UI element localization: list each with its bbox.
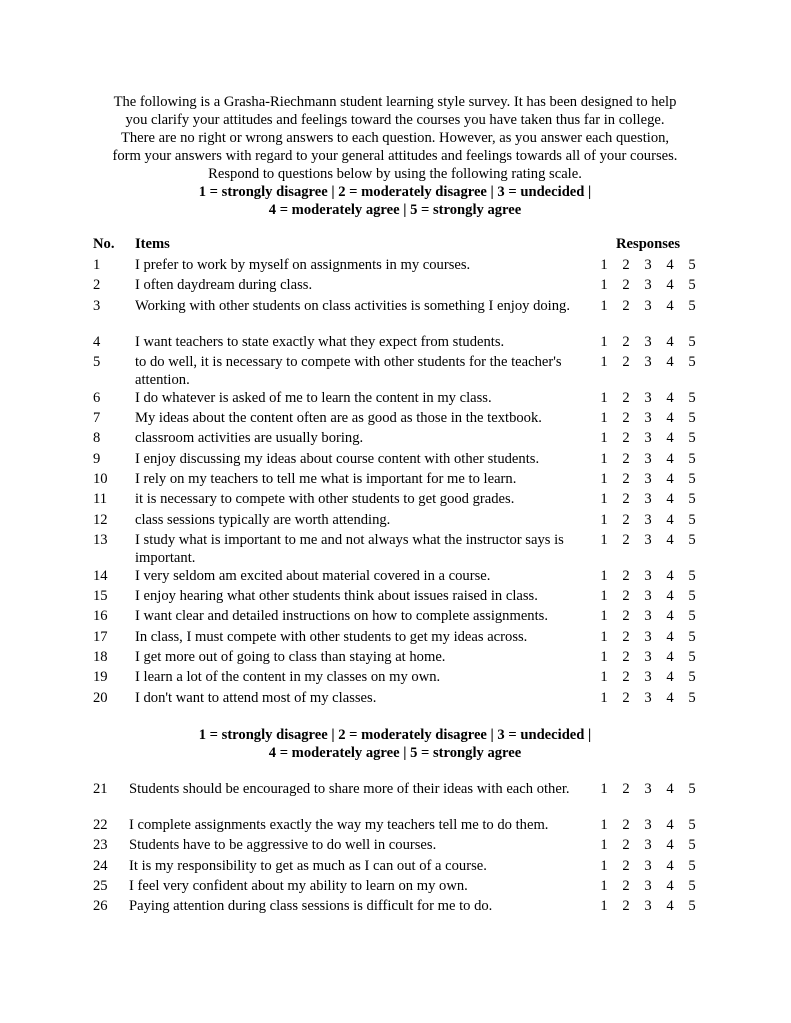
response-option-5[interactable]: 5 bbox=[688, 451, 696, 467]
response-option-4[interactable]: 4 bbox=[666, 781, 674, 797]
response-option-4[interactable]: 4 bbox=[666, 532, 674, 548]
item-text: I feel very confident about my ability to learn on my own. bbox=[129, 878, 468, 894]
response-option-2[interactable]: 2 bbox=[622, 390, 630, 406]
item-text: Paying attention during class sessions is difficult for me to do. bbox=[129, 898, 493, 914]
response-option-1[interactable]: 1 bbox=[600, 334, 608, 350]
response-option-2[interactable]: 2 bbox=[622, 354, 630, 370]
response-option-5[interactable]: 5 bbox=[688, 298, 696, 314]
response-option-2[interactable]: 2 bbox=[622, 837, 630, 853]
item-text: I rely on my teachers to tell me what is important for me to learn. bbox=[135, 471, 517, 487]
response-option-3[interactable]: 3 bbox=[644, 298, 652, 314]
response-option-5[interactable]: 5 bbox=[688, 410, 696, 426]
response-option-4[interactable]: 4 bbox=[666, 837, 674, 853]
response-option-2[interactable]: 2 bbox=[622, 334, 630, 350]
item-number: 2 bbox=[93, 277, 101, 293]
response-option-4[interactable]: 4 bbox=[666, 858, 674, 874]
intro-line: The following is a Grasha-Riechmann student learning style survey. It has been designed to help bbox=[113, 94, 677, 110]
response-option-4[interactable]: 4 bbox=[666, 629, 674, 645]
response-option-3[interactable]: 3 bbox=[644, 649, 652, 665]
response-option-5[interactable]: 5 bbox=[688, 878, 696, 894]
response-option-4[interactable]: 4 bbox=[666, 608, 674, 624]
response-option-1[interactable]: 1 bbox=[600, 491, 608, 507]
response-option-1[interactable]: 1 bbox=[600, 690, 608, 706]
response-option-2[interactable]: 2 bbox=[622, 410, 630, 426]
item-number: 19 bbox=[93, 669, 108, 685]
item-number: 26 bbox=[93, 898, 108, 914]
response-option-3[interactable]: 3 bbox=[644, 257, 652, 273]
response-option-1[interactable]: 1 bbox=[600, 781, 608, 797]
response-option-2[interactable]: 2 bbox=[622, 781, 630, 797]
rating-scale-line-1: 1 = strongly disagree | 2 = moderately disagree | 3 = undecided | bbox=[198, 184, 592, 200]
response-option-1[interactable]: 1 bbox=[600, 410, 608, 426]
response-option-4[interactable]: 4 bbox=[666, 410, 674, 426]
item-number: 10 bbox=[93, 471, 108, 487]
response-option-1[interactable]: 1 bbox=[600, 858, 608, 874]
response-option-5[interactable]: 5 bbox=[688, 629, 696, 645]
item-number: 20 bbox=[93, 690, 108, 706]
response-option-5[interactable]: 5 bbox=[688, 588, 696, 604]
response-option-5[interactable]: 5 bbox=[688, 568, 696, 584]
item-text: It is my responsibility to get as much as I can out of a course. bbox=[129, 858, 487, 874]
response-option-4[interactable]: 4 bbox=[666, 649, 674, 665]
response-option-2[interactable]: 2 bbox=[622, 608, 630, 624]
response-option-4[interactable]: 4 bbox=[666, 354, 674, 370]
response-option-2[interactable]: 2 bbox=[622, 878, 630, 894]
item-number: 15 bbox=[93, 588, 108, 604]
response-option-4[interactable]: 4 bbox=[666, 588, 674, 604]
intro-line: Respond to questions below by using the following rating scale. bbox=[208, 166, 582, 182]
response-option-1[interactable]: 1 bbox=[600, 532, 608, 548]
response-option-4[interactable]: 4 bbox=[666, 491, 674, 507]
response-option-3[interactable]: 3 bbox=[644, 608, 652, 624]
response-option-2[interactable]: 2 bbox=[622, 649, 630, 665]
response-option-5[interactable]: 5 bbox=[688, 532, 696, 548]
response-option-2[interactable]: 2 bbox=[622, 858, 630, 874]
column-header-items: Items bbox=[135, 236, 170, 252]
response-option-5[interactable]: 5 bbox=[688, 334, 696, 350]
response-option-4[interactable]: 4 bbox=[666, 471, 674, 487]
response-option-3[interactable]: 3 bbox=[644, 629, 652, 645]
response-option-2[interactable]: 2 bbox=[622, 512, 630, 528]
item-number: 6 bbox=[93, 390, 101, 406]
item-number: 5 bbox=[93, 354, 101, 370]
response-option-4[interactable]: 4 bbox=[666, 277, 674, 293]
response-option-2[interactable]: 2 bbox=[622, 298, 630, 314]
response-option-5[interactable]: 5 bbox=[688, 430, 696, 446]
column-header-no: No. bbox=[93, 236, 115, 252]
item-text: I prefer to work by myself on assignments in my courses. bbox=[135, 257, 471, 273]
item-text: Students should be encouraged to share more of their ideas with each other. bbox=[129, 781, 570, 797]
item-number: 12 bbox=[93, 512, 108, 528]
response-option-1[interactable]: 1 bbox=[600, 878, 608, 894]
response-option-3[interactable]: 3 bbox=[644, 669, 652, 685]
item-text: I want clear and detailed instructions on how to complete assignments. bbox=[135, 608, 548, 624]
item-text: to do well, it is necessary to compete with other students for the teacher's attention. bbox=[135, 354, 562, 388]
response-option-2[interactable]: 2 bbox=[622, 277, 630, 293]
item-text: I study what is important to me and not always what the instructor says is important. bbox=[135, 532, 564, 566]
response-option-1[interactable]: 1 bbox=[600, 837, 608, 853]
item-text: My ideas about the content often are as good as those in the textbook. bbox=[135, 410, 542, 426]
response-option-2[interactable]: 2 bbox=[622, 568, 630, 584]
response-option-4[interactable]: 4 bbox=[666, 512, 674, 528]
response-option-1[interactable]: 1 bbox=[600, 430, 608, 446]
response-option-2[interactable]: 2 bbox=[622, 532, 630, 548]
response-option-5[interactable]: 5 bbox=[688, 257, 696, 273]
item-text: Working with other students on class activities is something I enjoy doing. bbox=[135, 298, 570, 314]
item-text: I complete assignments exactly the way my teachers tell me to do them. bbox=[129, 817, 549, 833]
response-option-2[interactable]: 2 bbox=[622, 817, 630, 833]
item-number: 9 bbox=[93, 451, 101, 467]
response-option-5[interactable]: 5 bbox=[688, 898, 696, 914]
item-number: 1 bbox=[93, 257, 101, 273]
response-option-4[interactable]: 4 bbox=[666, 257, 674, 273]
response-option-3[interactable]: 3 bbox=[644, 277, 652, 293]
item-number: 4 bbox=[93, 334, 101, 350]
response-option-3[interactable]: 3 bbox=[644, 858, 652, 874]
response-option-5[interactable]: 5 bbox=[688, 608, 696, 624]
response-option-5[interactable]: 5 bbox=[688, 649, 696, 665]
response-option-1[interactable]: 1 bbox=[600, 568, 608, 584]
response-option-2[interactable]: 2 bbox=[622, 257, 630, 273]
response-option-4[interactable]: 4 bbox=[666, 334, 674, 350]
response-option-5[interactable]: 5 bbox=[688, 390, 696, 406]
response-option-2[interactable]: 2 bbox=[622, 430, 630, 446]
rating-scale-line-2: 4 = moderately agree | 5 = strongly agree bbox=[268, 745, 522, 761]
response-option-2[interactable]: 2 bbox=[622, 690, 630, 706]
response-option-3[interactable]: 3 bbox=[644, 430, 652, 446]
item-text: Students have to be aggressive to do well in courses. bbox=[129, 837, 437, 853]
response-option-4[interactable]: 4 bbox=[666, 669, 674, 685]
item-number: 14 bbox=[93, 568, 108, 584]
item-number: 17 bbox=[93, 629, 108, 645]
response-option-3[interactable]: 3 bbox=[644, 817, 652, 833]
column-header-responses: Responses bbox=[616, 236, 681, 252]
response-option-5[interactable]: 5 bbox=[688, 669, 696, 685]
response-option-5[interactable]: 5 bbox=[688, 837, 696, 853]
response-option-4[interactable]: 4 bbox=[666, 298, 674, 314]
response-option-4[interactable]: 4 bbox=[666, 451, 674, 467]
response-option-5[interactable]: 5 bbox=[688, 817, 696, 833]
item-number: 21 bbox=[93, 781, 108, 797]
response-option-4[interactable]: 4 bbox=[666, 568, 674, 584]
intro-section bbox=[80, 93, 710, 219]
response-option-5[interactable]: 5 bbox=[688, 781, 696, 797]
response-option-3[interactable]: 3 bbox=[644, 410, 652, 426]
item-number: 24 bbox=[93, 858, 108, 874]
response-option-2[interactable]: 2 bbox=[622, 629, 630, 645]
response-option-3[interactable]: 3 bbox=[644, 690, 652, 706]
item-number: 11 bbox=[93, 491, 108, 507]
response-option-3[interactable]: 3 bbox=[644, 878, 652, 894]
item-number: 18 bbox=[93, 649, 108, 665]
response-option-4[interactable]: 4 bbox=[666, 817, 674, 833]
response-option-3[interactable]: 3 bbox=[644, 451, 652, 467]
item-text: I don't want to attend most of my classes. bbox=[135, 690, 377, 706]
rating-scale-line-1: 1 = strongly disagree | 2 = moderately disagree | 3 = undecided | bbox=[198, 727, 592, 743]
response-option-3[interactable]: 3 bbox=[644, 390, 652, 406]
item-text: it is necessary to compete with other students to get good grades. bbox=[135, 491, 515, 507]
item-text: I very seldom am excited about material covered in a course. bbox=[135, 568, 491, 584]
response-option-5[interactable]: 5 bbox=[688, 491, 696, 507]
intro-line: There are no right or wrong answers to each question. However, as you answer each question, bbox=[120, 130, 670, 146]
response-option-4[interactable]: 4 bbox=[666, 430, 674, 446]
response-option-2[interactable]: 2 bbox=[622, 898, 630, 914]
response-option-3[interactable]: 3 bbox=[644, 781, 652, 797]
response-option-4[interactable]: 4 bbox=[666, 390, 674, 406]
response-option-3[interactable]: 3 bbox=[644, 354, 652, 370]
response-option-5[interactable]: 5 bbox=[688, 690, 696, 706]
response-option-1[interactable]: 1 bbox=[600, 629, 608, 645]
item-text: I do whatever is asked of me to learn the content in my class. bbox=[135, 390, 492, 406]
item-text: I often daydream during class. bbox=[135, 277, 313, 293]
response-option-3[interactable]: 3 bbox=[644, 837, 652, 853]
item-number: 7 bbox=[93, 410, 101, 426]
response-option-5[interactable]: 5 bbox=[688, 277, 696, 293]
item-text: In class, I must compete with other students to get my ideas across. bbox=[135, 629, 528, 645]
response-option-1[interactable]: 1 bbox=[600, 512, 608, 528]
response-option-1[interactable]: 1 bbox=[600, 669, 608, 685]
response-option-3[interactable]: 3 bbox=[644, 491, 652, 507]
response-option-3[interactable]: 3 bbox=[644, 568, 652, 584]
response-option-1[interactable]: 1 bbox=[600, 817, 608, 833]
table-header bbox=[0, 235, 791, 253]
response-option-1[interactable]: 1 bbox=[600, 588, 608, 604]
response-option-5[interactable]: 5 bbox=[688, 858, 696, 874]
item-number: 13 bbox=[93, 532, 108, 548]
response-option-1[interactable]: 1 bbox=[600, 277, 608, 293]
item-text: I learn a lot of the content in my classes on my own. bbox=[135, 669, 441, 685]
response-option-3[interactable]: 3 bbox=[644, 334, 652, 350]
response-option-4[interactable]: 4 bbox=[666, 690, 674, 706]
item-number: 8 bbox=[93, 430, 101, 446]
response-option-1[interactable]: 1 bbox=[600, 257, 608, 273]
response-option-2[interactable]: 2 bbox=[622, 669, 630, 685]
item-text: I enjoy discussing my ideas about course content with other students. bbox=[135, 451, 540, 467]
item-text: classroom activities are usually boring. bbox=[135, 430, 364, 446]
response-option-3[interactable]: 3 bbox=[644, 898, 652, 914]
response-option-4[interactable]: 4 bbox=[666, 878, 674, 894]
item-text: class sessions typically are worth attending. bbox=[135, 512, 391, 528]
response-option-2[interactable]: 2 bbox=[622, 588, 630, 604]
response-option-1[interactable]: 1 bbox=[600, 649, 608, 665]
response-option-1[interactable]: 1 bbox=[600, 354, 608, 370]
item-number: 25 bbox=[93, 878, 108, 894]
response-option-1[interactable]: 1 bbox=[600, 471, 608, 487]
response-option-2[interactable]: 2 bbox=[622, 491, 630, 507]
response-option-1[interactable]: 1 bbox=[600, 608, 608, 624]
rating-scale-repeat bbox=[80, 726, 710, 762]
rating-scale bbox=[80, 183, 710, 219]
response-option-1[interactable]: 1 bbox=[600, 898, 608, 914]
intro-line: form your answers with regard to your general attitudes and feelings towards all of your courses. bbox=[112, 148, 678, 164]
response-option-1[interactable]: 1 bbox=[600, 298, 608, 314]
response-option-3[interactable]: 3 bbox=[644, 471, 652, 487]
response-option-5[interactable]: 5 bbox=[688, 354, 696, 370]
response-option-2[interactable]: 2 bbox=[622, 471, 630, 487]
item-text: I get more out of going to class than staying at home. bbox=[135, 649, 446, 665]
item-text: I enjoy hearing what other students think about issues raised in class. bbox=[135, 588, 538, 604]
item-number: 22 bbox=[93, 817, 108, 833]
response-option-5[interactable]: 5 bbox=[688, 512, 696, 528]
response-option-3[interactable]: 3 bbox=[644, 588, 652, 604]
rating-scale-line-2: 4 = moderately agree | 5 = strongly agree bbox=[268, 202, 522, 218]
response-option-3[interactable]: 3 bbox=[644, 512, 652, 528]
response-option-3[interactable]: 3 bbox=[644, 532, 652, 548]
response-option-1[interactable]: 1 bbox=[600, 451, 608, 467]
item-text: I want teachers to state exactly what they expect from students. bbox=[135, 334, 505, 350]
response-option-5[interactable]: 5 bbox=[688, 471, 696, 487]
response-option-4[interactable]: 4 bbox=[666, 898, 674, 914]
intro-line: you clarify your attitudes and feelings toward the courses you have taken thus far in college. bbox=[125, 112, 665, 128]
item-number: 16 bbox=[93, 608, 108, 624]
response-option-2[interactable]: 2 bbox=[622, 451, 630, 467]
response-option-1[interactable]: 1 bbox=[600, 390, 608, 406]
item-number: 3 bbox=[93, 298, 101, 314]
item-number: 23 bbox=[93, 837, 108, 853]
